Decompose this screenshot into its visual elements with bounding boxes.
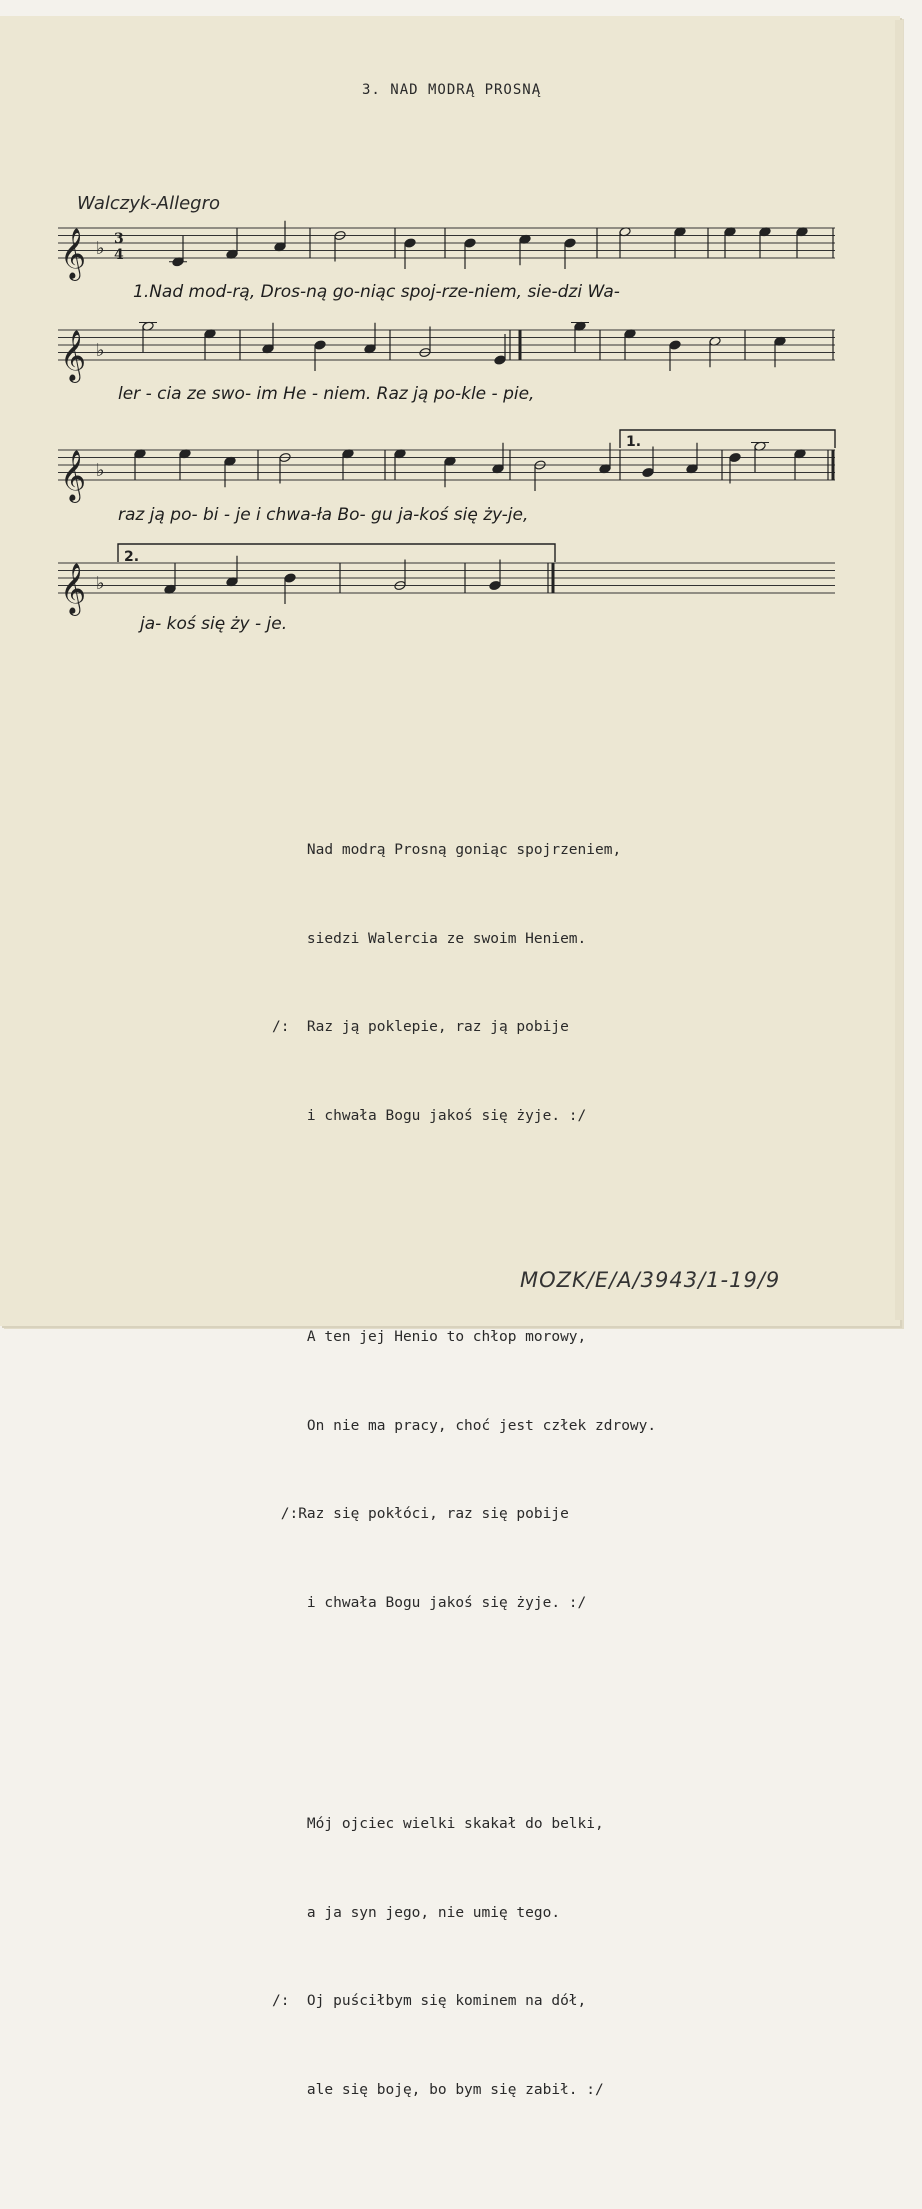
verse-line: Nad modrą Prosną goniąc spojrzeniem, xyxy=(272,842,622,858)
note-head xyxy=(729,452,741,462)
verse-line: Mój ojciec wielki skakał do belki, xyxy=(272,1816,604,1832)
treble-clef-2: 𝄞 xyxy=(60,330,87,381)
note-head xyxy=(494,355,506,365)
volta-2-label: 2. xyxy=(124,549,140,565)
music-score xyxy=(0,0,922,700)
verse-line: i chwała Bogu jakoś się żyje. :/ xyxy=(272,1107,587,1124)
volta-1 xyxy=(620,430,835,448)
treble-clef-1: 𝄞 xyxy=(60,228,87,279)
note-head xyxy=(642,467,654,477)
stanza-1 xyxy=(272,777,656,1190)
stanza-3 xyxy=(272,1751,656,2164)
lyric-line-3: raz ją po- bi - je i chwa-ła Bo- gu ja-koś się ży-je, xyxy=(118,505,529,525)
note-head xyxy=(404,238,416,248)
treble-clef-3: 𝄞 xyxy=(60,450,87,501)
verse-line: siedzi Walercia ze swoim Heniem. xyxy=(272,930,587,947)
note-head xyxy=(564,238,576,248)
flat-4: ♭ xyxy=(96,573,105,594)
flat-2: ♭ xyxy=(96,340,105,361)
note-head xyxy=(314,340,326,350)
flat-3: ♭ xyxy=(96,460,105,481)
note-head xyxy=(284,573,296,583)
song-title: 3. NAD MODRĄ PROSNĄ xyxy=(362,82,542,98)
verse-line: On nie ma pracy, choć jest człek zdrowy. xyxy=(272,1417,657,1434)
verse-line: /: Raz ją poklepie, raz ją pobije xyxy=(272,1019,569,1035)
lyric-line-4: ja- koś się ży - je. xyxy=(140,614,288,634)
time-sig-bottom: 4 xyxy=(114,247,124,263)
verse-line: /: Oj puściłbym się kominem na dół, xyxy=(272,1993,587,2009)
notes xyxy=(134,221,808,604)
archive-signature: MOZK/E/A/3943/1-19/9 xyxy=(520,1268,781,1292)
verse-line: /:Raz się pokłóci, raz się pobije xyxy=(272,1506,569,1522)
verse-line: a ja syn jego, nie umię tego. xyxy=(272,1904,561,1921)
lyric-line-2: ler - cia ze swo- im He - niem. Raz ją po-kle - pie, xyxy=(118,384,535,404)
volta-1-label: 1. xyxy=(626,434,642,450)
note-head xyxy=(464,238,476,248)
note-head xyxy=(669,340,681,350)
verses-block xyxy=(272,718,656,2209)
volta-2 xyxy=(118,544,555,562)
flat-1: ♭ xyxy=(96,238,105,259)
verse-line: ale się boję, bo bym się zabił. :/ xyxy=(272,2081,604,2098)
note-head xyxy=(489,580,501,590)
tempo-marking: Walczyk-Allegro xyxy=(77,193,220,214)
verse-line: i chwała Bogu jakoś się żyje. :/ xyxy=(272,1594,587,1611)
verse-line: A ten jej Henio to chłop morowy, xyxy=(272,1329,587,1345)
time-sig-top: 3 xyxy=(114,231,124,247)
stanza-2 xyxy=(272,1264,656,1677)
treble-clef-4: 𝄞 xyxy=(60,563,87,614)
lyric-line-1: 1.Nad mod-rą, Dros-ną go-niąc spoj-rze-niem, sie-dzi Wa- xyxy=(133,282,620,302)
